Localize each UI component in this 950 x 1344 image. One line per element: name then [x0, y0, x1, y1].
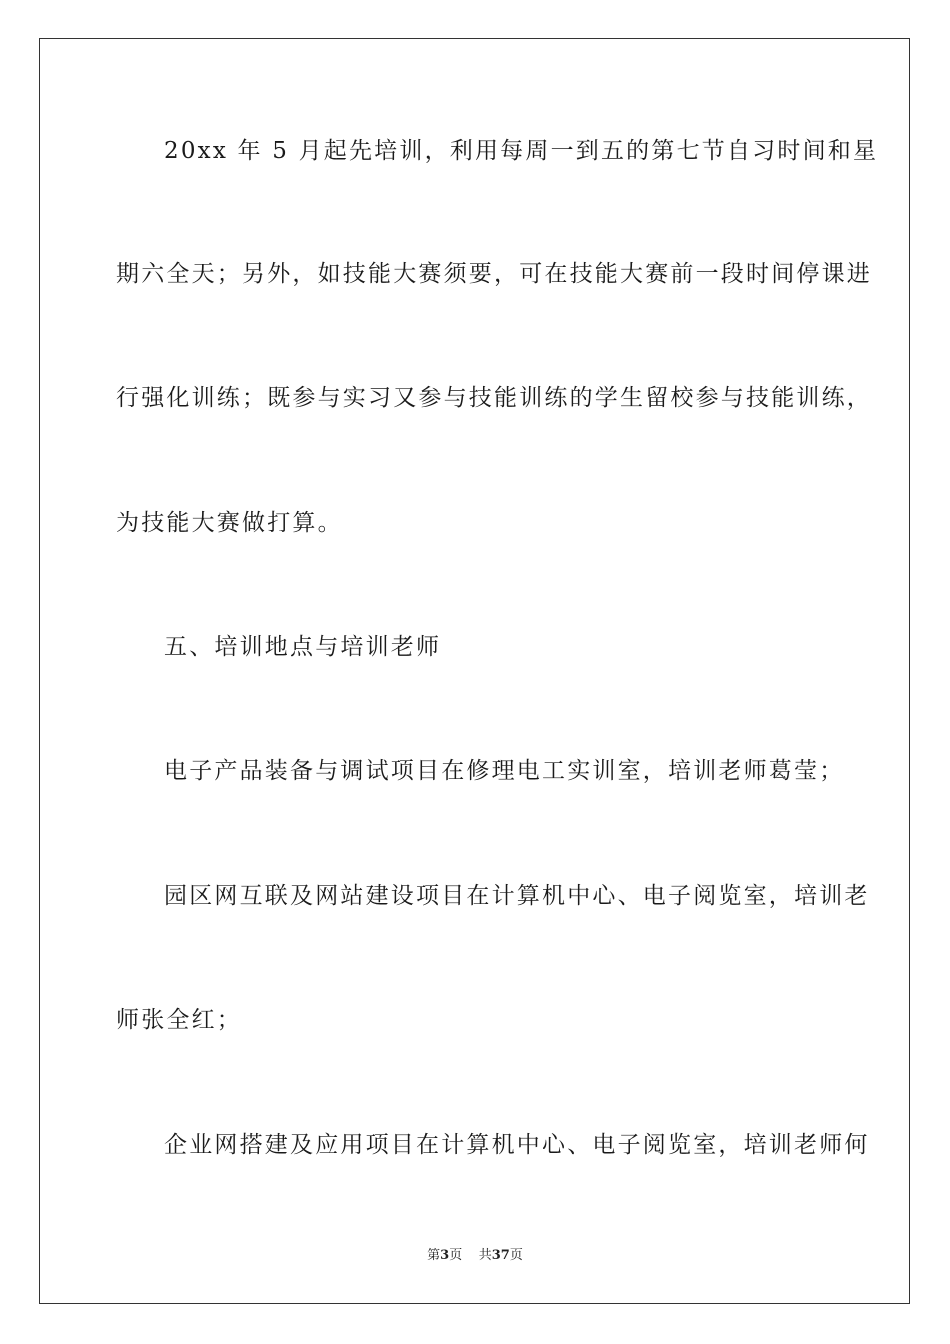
paragraph-line: 20xx 年 5 月起先培训，利用每周一到五的第七节自习时间和星	[164, 138, 879, 164]
paragraph-line: 师张全红；	[116, 1007, 242, 1033]
paragraph-line: 期六全天；另外，如技能大赛须要，可在技能大赛前一段时间停课进	[116, 261, 872, 287]
page-suffix: 页	[449, 1248, 463, 1263]
paragraph-line: 电子产品装备与调试项目在修理电工实训室，培训老师葛莹；	[164, 758, 845, 784]
total-suffix: 页	[509, 1248, 523, 1263]
section-heading: 五、培训地点与培训老师	[164, 634, 442, 660]
page-footer	[0, 1247, 950, 1265]
page-prefix: 第	[427, 1248, 441, 1263]
paragraph-line: 园区网互联及网站建设项目在计算机中心、电子阅览室，培训老	[164, 883, 870, 909]
page-number: 3	[440, 1248, 450, 1263]
paragraph-line: 为技能大赛做打算。	[116, 510, 343, 536]
total-pages: 37	[491, 1248, 510, 1263]
paragraph-line: 企业网搭建及应用项目在计算机中心、电子阅览室，培训老师何	[164, 1132, 870, 1158]
total-prefix: 共	[478, 1248, 492, 1263]
paragraph-line: 行强化训练；既参与实习又参与技能训练的学生留校参与技能训练，	[116, 385, 872, 411]
page-border	[39, 38, 910, 1304]
